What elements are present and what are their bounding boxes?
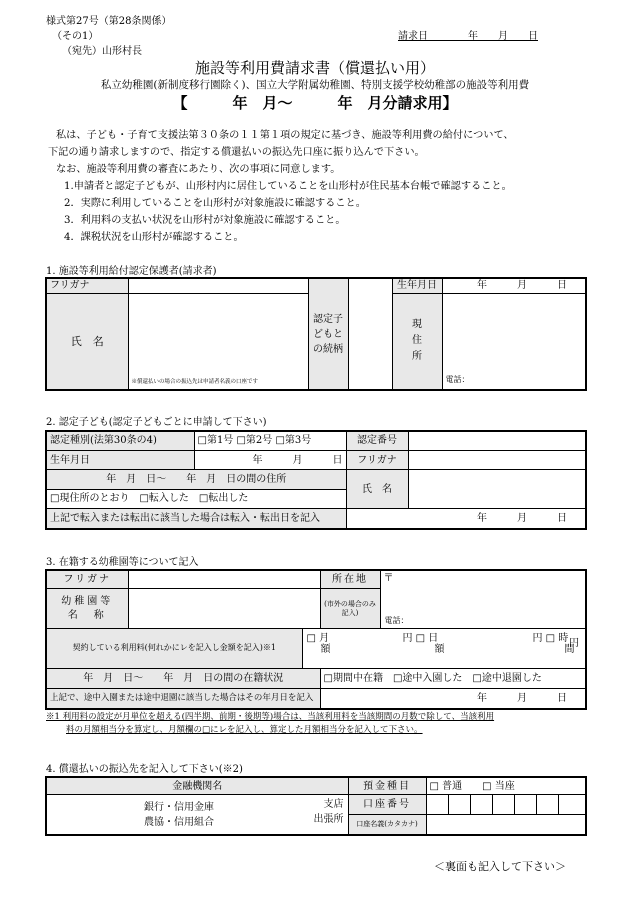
enroll-date-field[interactable]: 年 月 日 xyxy=(320,688,586,709)
deposit-type-label: 預金種目 xyxy=(348,777,426,795)
bank-name-field[interactable] xyxy=(46,795,348,835)
school-furigana-field[interactable] xyxy=(128,570,320,589)
child-dob-label: 生年月日 xyxy=(46,450,194,469)
cert-number-field[interactable] xyxy=(408,431,586,450)
monthly-label-b: 額 xyxy=(320,643,331,655)
child-table xyxy=(45,430,587,530)
intro-line-1: 私は、子ども・子育て支援法第３０条の１１第１項の規定に基づき、施設等利用費の給付について、 xyxy=(56,130,514,141)
consent-item: 1.申請者と認定子どもが、山形村内に居住していることを山形村が住民基本台帳で確認すること。 xyxy=(64,181,512,192)
daily-check[interactable]: 円 □ 日 xyxy=(402,632,439,644)
account-digit[interactable] xyxy=(558,795,586,815)
hourly-label-b: 間 xyxy=(564,643,575,655)
relation-field[interactable] xyxy=(348,278,392,390)
contract-fee-label: 契約している利用料(何れかにレを記入し金額を記入)※1 xyxy=(46,628,302,668)
form-part: （その1） xyxy=(52,31,99,42)
period-address-label: 年 月 日～ 年 月 日の間の住所 xyxy=(46,470,346,489)
enroll-options[interactable]: □期間中在籍 □途中入園した □途中退園した xyxy=(320,668,586,688)
child-furigana-field[interactable] xyxy=(408,450,586,469)
bank-type-a: 銀行・信用金庫 xyxy=(144,801,214,813)
consent-item: 4．課税状況を山形村が確認すること。 xyxy=(64,232,244,243)
school-furigana-label: フリガナ xyxy=(46,570,128,589)
section-1-heading: 1. 施設等利用給付認定保護者(請求者) xyxy=(46,266,217,277)
account-holder-label: 口座名義(カタカナ) xyxy=(348,814,426,835)
enroll-period-label: 年 月 日～ 年 月 日の間の在籍状況 xyxy=(46,668,320,688)
form-number: 様式第27号（第28条関係） xyxy=(46,16,172,27)
bank-account-note: ※償還払いの場合の振込先は申請者名義の口座です xyxy=(131,379,259,385)
move-date-field[interactable]: 年 月 日 xyxy=(346,509,586,529)
cert-type-options[interactable]: □第1号 □第2号 □第3号 xyxy=(194,431,346,450)
branch-b: 出張所 xyxy=(313,814,344,826)
school-name-label-a: 幼稚園等 xyxy=(61,595,114,607)
monthly-option xyxy=(307,633,331,655)
deposit-type-options[interactable]: □ 普通 □ 当座 xyxy=(426,777,586,795)
guardian-dob-field[interactable]: 年 月 日 xyxy=(442,278,586,293)
cert-number-label: 認定番号 xyxy=(346,431,408,450)
account-holder-field[interactable] xyxy=(426,814,586,835)
account-digit[interactable] xyxy=(492,795,514,815)
bank-name-label: 金融機関名 xyxy=(46,777,348,795)
section-4-heading: 4. 償還払いの振込先を記入して下さい(※2) xyxy=(46,764,243,775)
child-dob-field[interactable]: 年 月 日 xyxy=(194,450,346,469)
section-3-heading: 3. 在籍する幼稚園等について記入 xyxy=(46,557,199,568)
consent-item: 2．実際に利用していることを山形村が対象施設に確認すること。 xyxy=(64,198,366,209)
cert-type-label: 認定種別(法第30条の4) xyxy=(46,431,194,450)
consent-item: 3．利用料の支払い状況を山形村が対象施設に確認すること。 xyxy=(64,215,346,226)
branch-a: 支店 xyxy=(323,799,344,811)
footer-note: ＜裏面も記入して下さい＞ xyxy=(434,860,566,873)
account-digit[interactable] xyxy=(448,795,470,815)
school-name-label xyxy=(46,589,128,629)
footnote-1a: ※1 利用料の設定が月単位を超える(四半期、前期・後期等)場合は、当該利用料を当該期間の月数で除して、当該利用 xyxy=(46,712,495,722)
guardian-furigana-field[interactable] xyxy=(128,278,308,293)
account-digit[interactable] xyxy=(514,795,536,815)
outside-city-note: (市外の場合のみ記入) xyxy=(320,589,380,629)
school-phone-label: 電話： xyxy=(384,615,409,625)
address-label: 現住所 xyxy=(392,293,442,390)
bank-type-b: 農協・信用組合 xyxy=(144,816,214,828)
name-label: 氏 名 xyxy=(46,293,128,390)
postal-mark: 〒 xyxy=(383,573,394,584)
hourly-yen: 円 xyxy=(569,637,579,649)
furigana-label: フリガナ xyxy=(46,278,128,293)
guardian-table xyxy=(45,277,587,391)
intro-consent: なお、施設等利用費の審査にあたり、次の事項に同意します。 xyxy=(56,164,341,175)
account-digit[interactable] xyxy=(536,795,558,815)
page-subtitle: 私立幼稚園(新制度移行園除く)、国立大学附属幼稚園、特別支援学校幼稚部の施設等利用費 xyxy=(100,79,530,91)
account-digit[interactable] xyxy=(426,795,448,815)
child-name-field[interactable] xyxy=(408,470,586,509)
enroll-note: 上記で、途中入園または途中退園に該当した場合はその年月日を記入 xyxy=(46,688,320,709)
hourly-check[interactable]: 円 □ 時 xyxy=(532,632,569,644)
guardian-address-field[interactable] xyxy=(442,293,586,390)
guardian-name-field[interactable] xyxy=(128,293,308,390)
footnote-1b: 料の月額相当分を算定し、月額欄の□にレを記入し、算定した月額相当分を記入して下さい。 xyxy=(66,725,423,735)
monthly-check[interactable]: □ 月 xyxy=(306,632,330,644)
account-number-label: 口座番号 xyxy=(348,795,426,815)
move-note: 上記で転入または転出に該当した場合は転入・転出日を記入 xyxy=(46,509,346,529)
account-digit[interactable] xyxy=(470,795,492,815)
claim-period[interactable]: 【 年 月～ 年 月分請求用】 xyxy=(172,94,458,112)
dob-label: 生年月日 xyxy=(392,278,442,293)
bank-table xyxy=(45,776,587,836)
addressee: （宛先）山形村長 xyxy=(62,46,142,57)
daily-label-b: 額 xyxy=(434,643,445,655)
child-furigana-label: フリガナ xyxy=(346,450,408,469)
school-table xyxy=(45,569,587,710)
school-address-label: 所在地 xyxy=(320,570,380,589)
school-address-field[interactable] xyxy=(380,570,586,628)
request-date[interactable]: 請求日 年 月 日 xyxy=(398,31,538,42)
relation-label: 認定子どもとの続柄 xyxy=(308,278,348,390)
school-name-label-b: 名 称 xyxy=(67,609,107,621)
school-name-field[interactable] xyxy=(128,589,320,629)
child-name-label: 氏 名 xyxy=(346,470,408,509)
section-2-heading: 2. 認定子ども(認定子どもごとに申請して下さい) xyxy=(46,417,267,428)
intro-line-2: 下記の通り請求しますので、指定する償還払いの振込先口座に振り込んで下さい。 xyxy=(48,147,425,158)
page-title: 施設等利用費請求書（償還払い用） xyxy=(194,59,435,77)
fee-options[interactable] xyxy=(302,628,586,668)
daily-option xyxy=(403,633,445,655)
address-options[interactable]: □現住所のとおり □転入した □転出した xyxy=(46,489,346,508)
phone-label: 電話： xyxy=(445,375,470,384)
